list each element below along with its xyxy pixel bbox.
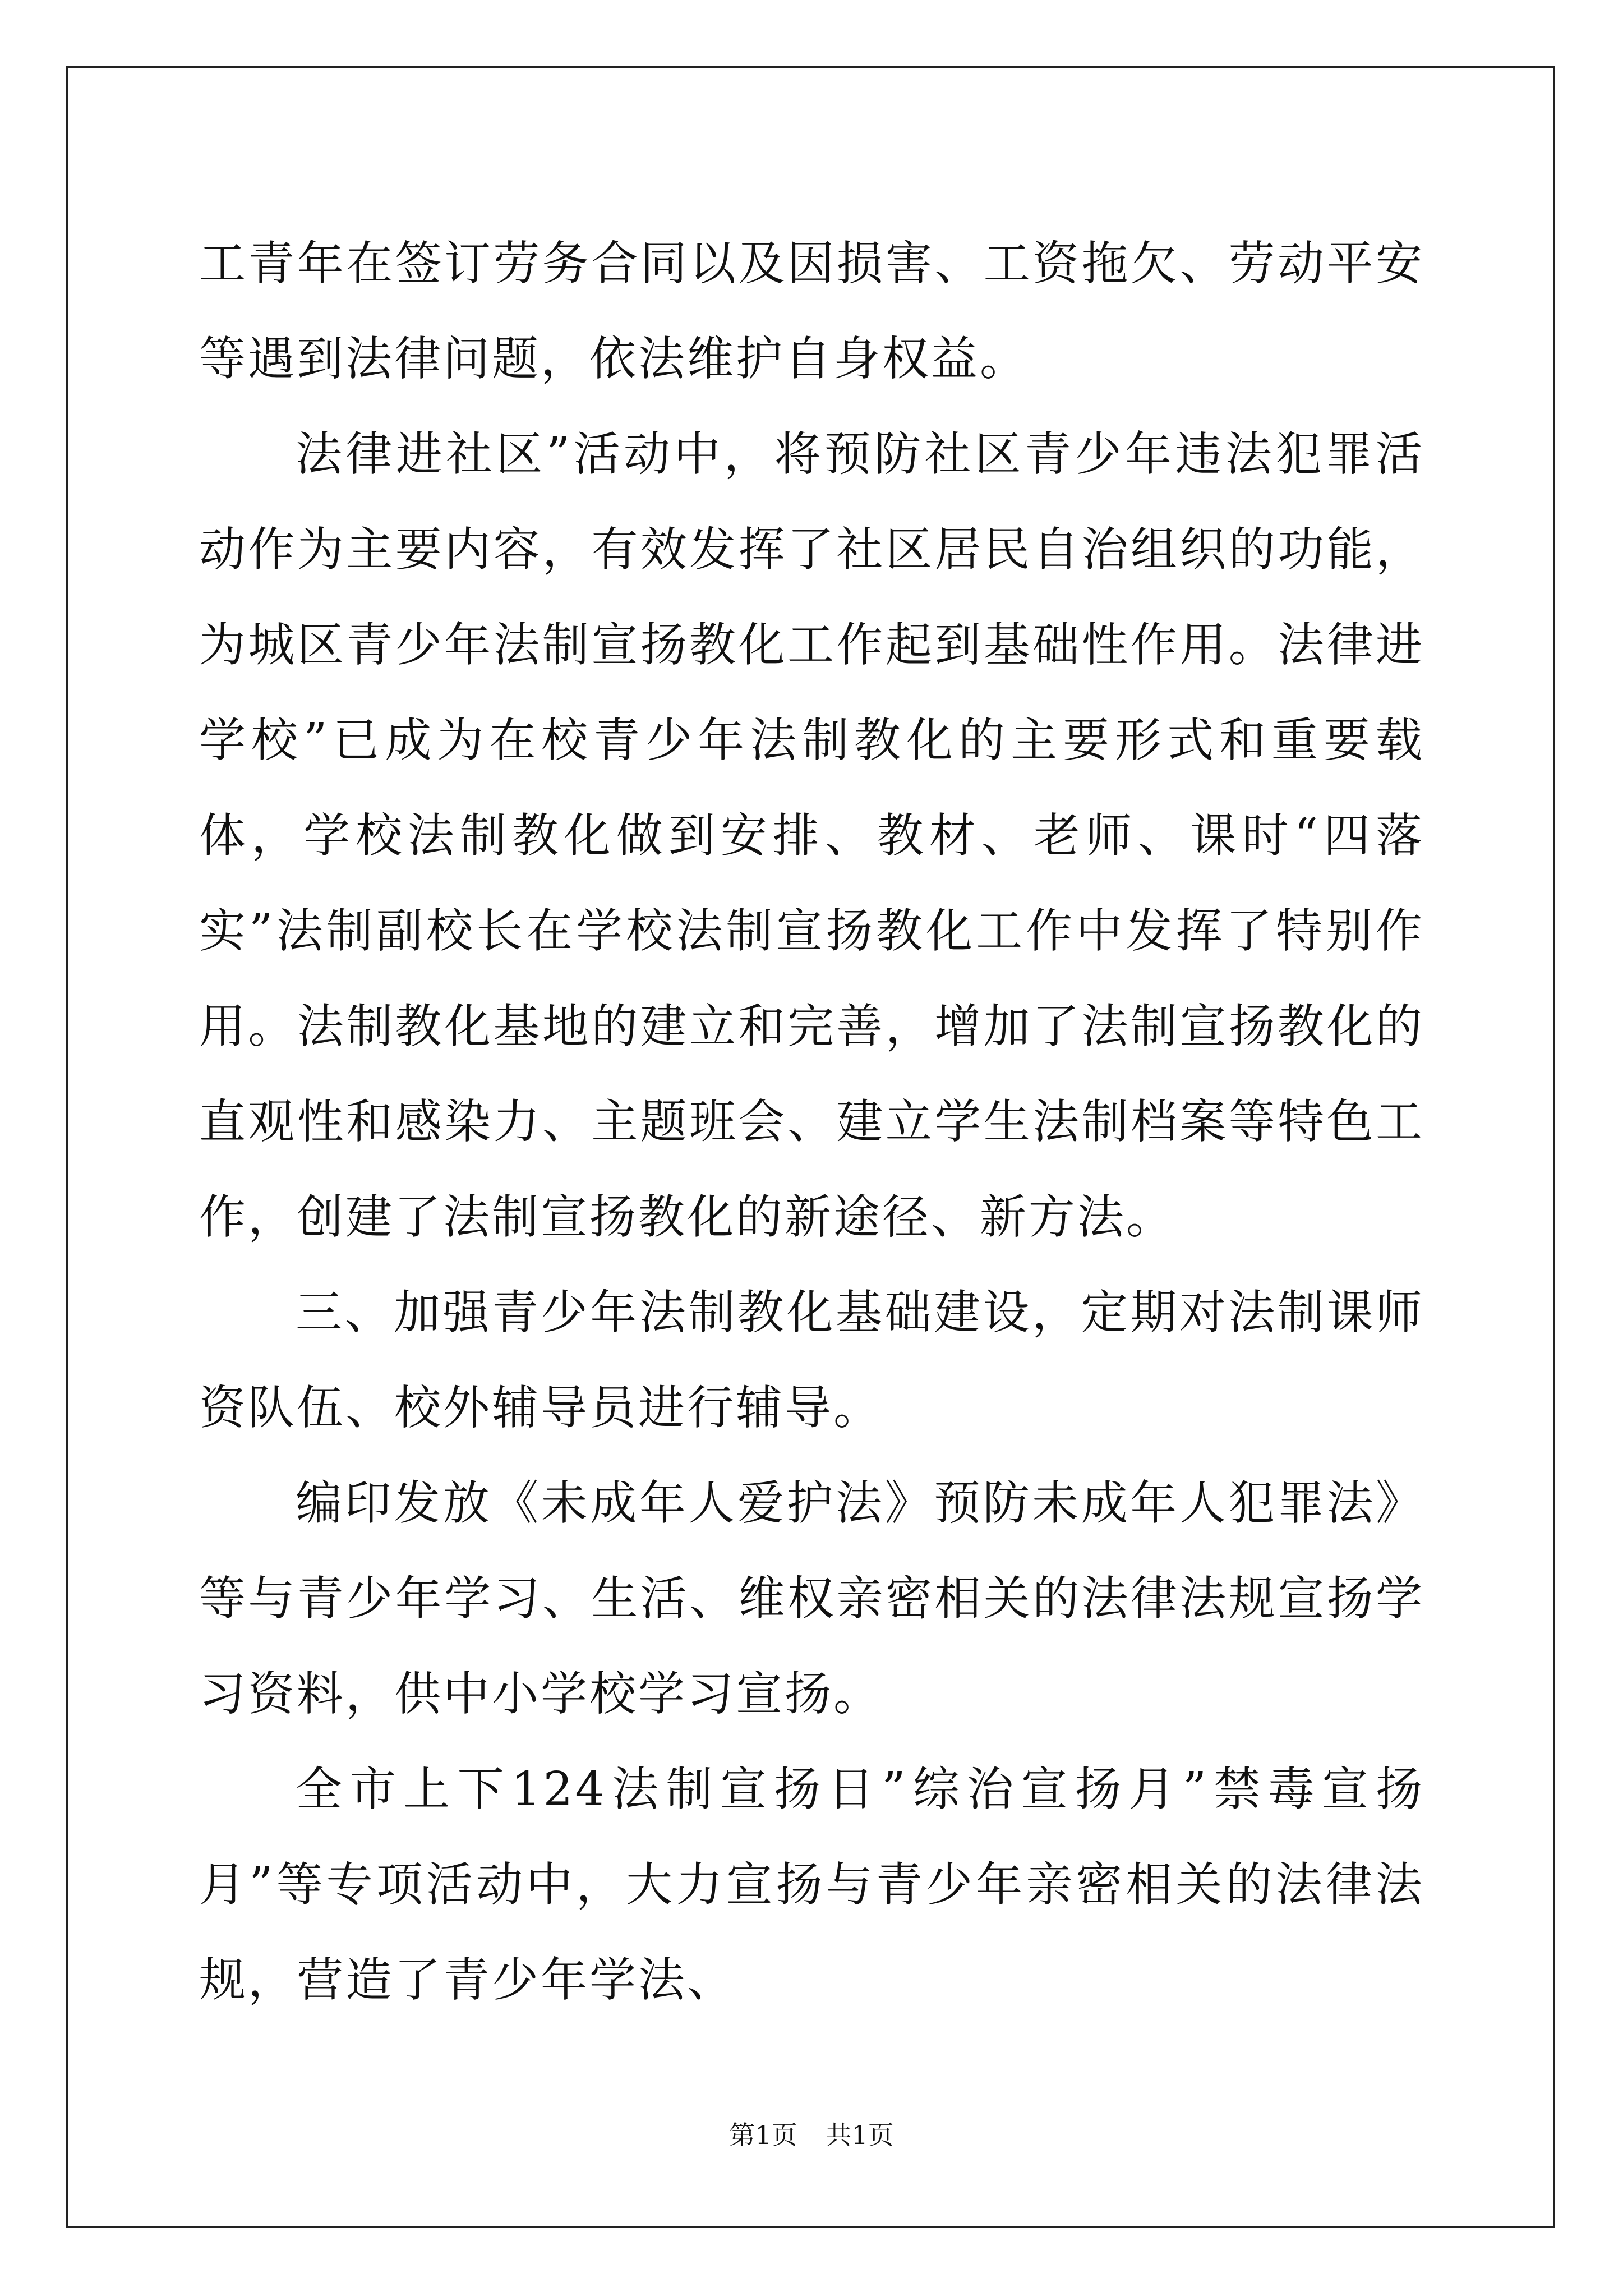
total-pages: 共1页: [826, 2120, 894, 2150]
paragraph: 工青年在签订劳务合同以及因损害、工资拖欠、劳动平安等遇到法律问题，依法维护自身权益。: [199, 236, 1424, 386]
document-body: [199, 216, 1424, 2028]
paragraph: 三、加强青少年法制教化基础建设，定期对法制课师资队伍、校外辅导员进行辅导。: [199, 1285, 1424, 1435]
paragraph: 全市上下124法制宣扬日”综治宣扬月”禁毒宣扬月”等专项活动中，大力宣扬与青少年亲密相关的法律法规，营造了青少年学法、: [199, 1762, 1424, 2007]
paragraph: 法律进社区”活动中，将预防社区青少年违法犯罪活动作为主要内容，有效发挥了社区居民自治组织的功能，为城区青少年法制宣扬教化工作起到基础性作用。法律进学校”已成为在校青少年法制教化的主要形式和重要载体，学校法制教化做到安排、教材、老师、课时“四落实”法制副校长在学校法制宣扬教化工作中发挥了特别作用。法制教化基地的建立和完善，增加了法制宣扬教化的直观性和感染力、主题班会、建立学生法制档案等特色工作，创建了法制宣扬教化的新途径、新方法。: [199, 427, 1424, 1244]
page-footer: [0, 2118, 1623, 2152]
paragraph: 编印发放《未成年人爱护法》预防未成年人犯罪法》等与青少年学习、生活、维权亲密相关的法律法规宣扬学习资料，供中小学校学习宣扬。: [199, 1476, 1424, 1721]
page-number: 第1页: [729, 2120, 797, 2150]
